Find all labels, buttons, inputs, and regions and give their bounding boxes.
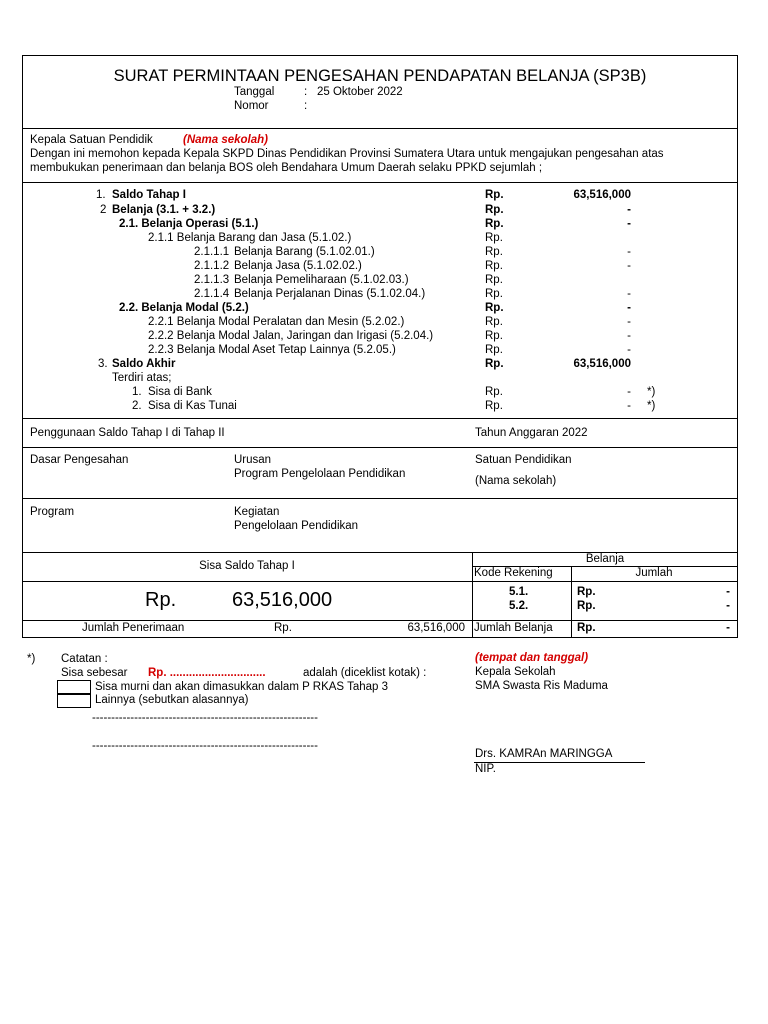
item-num: 2.1.1.3 <box>194 274 230 286</box>
item-num: 2.1.1.2 <box>194 260 230 272</box>
item-label: 2.2.3 Belanja Modal Aset Tetap Lainnya (5.2.05.) <box>148 344 396 356</box>
frame-right <box>737 55 738 638</box>
item-rp: Rp. <box>485 260 503 272</box>
frame-left <box>22 55 23 638</box>
item-label: Belanja (3.1. + 3.2.) <box>112 204 216 216</box>
item-label: Belanja Pemeliharaan (5.1.02.03.) <box>234 274 409 286</box>
jumlah-header: Jumlah <box>635 567 673 579</box>
nomor-colon: : <box>304 100 308 112</box>
item-label: 2.1. Belanja Operasi (5.1.) <box>119 218 259 230</box>
jumlah-penerimaan-amount: 63,516,000 <box>407 622 465 634</box>
item-num: 2.1.1.1 <box>194 246 230 258</box>
program-label: Program <box>30 506 75 518</box>
item-label: Belanja Jasa (5.1.02.02.) <box>234 260 362 272</box>
item-rp: Rp. <box>485 189 504 201</box>
item-amount: - <box>627 204 631 216</box>
nomor-label: Nomor <box>234 100 269 112</box>
item-rp: Rp. <box>485 246 503 258</box>
document-title: SURAT PERMINTAAN PENGESAHAN PENDAPATAN BELANJA (SP3B) <box>113 67 647 85</box>
item-rp: Rp. <box>485 218 504 230</box>
kode-51: 5.1. <box>509 586 529 598</box>
option1-checkbox[interactable] <box>57 680 91 694</box>
dasar-label: Dasar Pengesahan <box>30 454 129 466</box>
item-label: Saldo Akhir <box>112 358 176 370</box>
item-rp: Rp. <box>485 330 503 342</box>
item-num: 2.1.1.4 <box>194 288 230 300</box>
item-label: 2.1.1 Belanja Barang dan Jasa (5.1.02.) <box>148 232 352 244</box>
frame-bottom <box>22 637 738 638</box>
kode-51-amount: - <box>726 586 730 598</box>
item-amount: - <box>627 260 631 272</box>
item-label: Belanja Barang (5.1.02.01.) <box>234 246 375 258</box>
divider-1 <box>22 128 738 129</box>
catatan-label: Catatan : <box>61 653 108 665</box>
item-label: Terdiri atas; <box>112 372 172 384</box>
item-rp: Rp. <box>485 232 503 244</box>
item-label: 2.2. Belanja Modal (5.2.) <box>119 302 249 314</box>
item-rp: Rp. <box>485 316 503 328</box>
item-label: Sisa di Bank <box>148 386 212 398</box>
kode-52-rp: Rp. <box>577 600 596 612</box>
item-num: 1. <box>132 386 142 398</box>
reason-line-1: ----------------------------------------------------------- <box>92 712 318 724</box>
item-num: 2 <box>100 204 107 216</box>
jumlah-belanja-amount: - <box>726 622 730 634</box>
satuan-value: (Nama sekolah) <box>475 475 557 487</box>
big-rp: Rp. <box>145 589 177 611</box>
item-amount: - <box>627 218 631 230</box>
item-label: Belanja Perjalanan Dinas (5.1.02.04.) <box>234 288 426 300</box>
kepala-prefix: Kepala Satuan Pendidik <box>30 134 153 146</box>
jumlah-belanja-rp: Rp. <box>577 622 596 634</box>
sisa-saldo-label: Sisa Saldo Tahap I <box>199 560 295 572</box>
kode-rekening-header: Kode Rekening <box>474 567 553 579</box>
item-amount: 63,516,000 <box>573 358 631 370</box>
school-name: SMA Swasta Ris Maduma <box>475 680 608 692</box>
intro-line-3: membukukan penerimaan dan belanja BOS oleh Bendahara Umum Daerah selaku PPKD sejumlah ; <box>30 162 543 174</box>
divider-5 <box>22 498 738 499</box>
item-mark: *) <box>647 400 656 412</box>
urusan-value: Program Pengelolaan Pendidikan <box>234 468 406 480</box>
item-num: 2. <box>132 400 142 412</box>
big-amount: 63,516,000 <box>232 589 333 611</box>
item-mark: *) <box>647 386 656 398</box>
urusan-label: Urusan <box>234 454 272 466</box>
sisa-prefix: Sisa sebesar <box>61 667 128 679</box>
item-num: 1. <box>96 189 106 201</box>
item-amount: - <box>627 400 631 412</box>
item-amount: - <box>627 302 631 314</box>
jumlah-belanja-label: Jumlah Belanja <box>474 622 553 634</box>
item-label: Saldo Tahap I <box>112 189 186 201</box>
item-amount: - <box>627 316 631 328</box>
usage-label: Penggunaan Saldo Tahap I di Tahap II <box>30 427 225 439</box>
tanggal-colon: : <box>304 86 308 98</box>
option2-checkbox[interactable] <box>57 694 91 708</box>
item-rp: Rp. <box>485 358 504 370</box>
item-rp: Rp. <box>485 400 503 412</box>
item-rp: Rp. <box>485 274 503 286</box>
nama-sekolah-placeholder: (Nama sekolah) <box>183 134 269 146</box>
kode-52: 5.2. <box>509 600 529 612</box>
jumlah-penerimaan-rp: Rp. <box>274 622 292 634</box>
kegiatan-label: Kegiatan <box>234 506 280 518</box>
option2-label: Lainnya (sebutkan alasannya) <box>95 694 249 706</box>
item-label: Sisa di Kas Tunai <box>148 400 237 412</box>
note-star: *) <box>27 653 36 665</box>
item-amount: - <box>627 288 631 300</box>
signature-underline <box>474 762 645 763</box>
signer-nip: NIP. <box>475 763 496 775</box>
item-rp: Rp. <box>485 386 503 398</box>
tahun-anggaran: Tahun Anggaran 2022 <box>475 427 588 439</box>
item-num: 3. <box>98 358 108 370</box>
item-rp: Rp. <box>485 302 504 314</box>
item-amount: - <box>627 246 631 258</box>
belanja-header: Belanja <box>585 553 625 565</box>
tanggal-label: Tanggal <box>234 86 275 98</box>
item-rp: Rp. <box>485 344 503 356</box>
kegiatan-value: Pengelolaan Pendidikan <box>234 520 359 532</box>
tanggal-value: 25 Oktober 2022 <box>317 86 403 98</box>
place-date: (tempat dan tanggal) <box>475 652 589 664</box>
item-amount: - <box>627 330 631 342</box>
signer-name: Drs. KAMRAn MARINGGA <box>475 748 613 760</box>
jumlah-penerimaan-label: Jumlah Penerimaan <box>82 622 185 634</box>
divider-7 <box>22 581 738 582</box>
item-label: 2.2.1 Belanja Modal Peralatan dan Mesin (5.2.02.) <box>148 316 405 328</box>
option1-label: Sisa murni dan akan dimasukkan dalam P RKAS Tahap 3 <box>95 681 388 693</box>
kode-52-amount: - <box>726 600 730 612</box>
intro-line-2: Dengan ini memohon kepada Kepala SKPD Dinas Pendidikan Provinsi Sumatera Utara untuk mengajukan pengesahan atas <box>30 148 664 160</box>
kode-51-rp: Rp. <box>577 586 596 598</box>
reason-line-2: ----------------------------------------------------------- <box>92 740 318 752</box>
sisa-suffix: adalah (diceklist kotak) : <box>303 667 427 679</box>
sisa-rp-blank: Rp. .............................. <box>148 667 266 679</box>
item-amount: - <box>627 344 631 356</box>
divider-4 <box>22 447 738 448</box>
item-rp: Rp. <box>485 288 503 300</box>
divider-3 <box>22 418 738 419</box>
divider-2 <box>22 182 738 183</box>
item-label: 2.2.2 Belanja Modal Jalan, Jaringan dan Irigasi (5.2.04.) <box>148 330 434 342</box>
divider-8 <box>22 620 738 621</box>
item-amount: 63,516,000 <box>573 189 631 201</box>
frame-top <box>22 55 738 56</box>
signer-role: Kepala Sekolah <box>475 666 556 678</box>
item-amount: - <box>627 386 631 398</box>
item-rp: Rp. <box>485 204 504 216</box>
satuan-label: Satuan Pendidikan <box>475 454 572 466</box>
